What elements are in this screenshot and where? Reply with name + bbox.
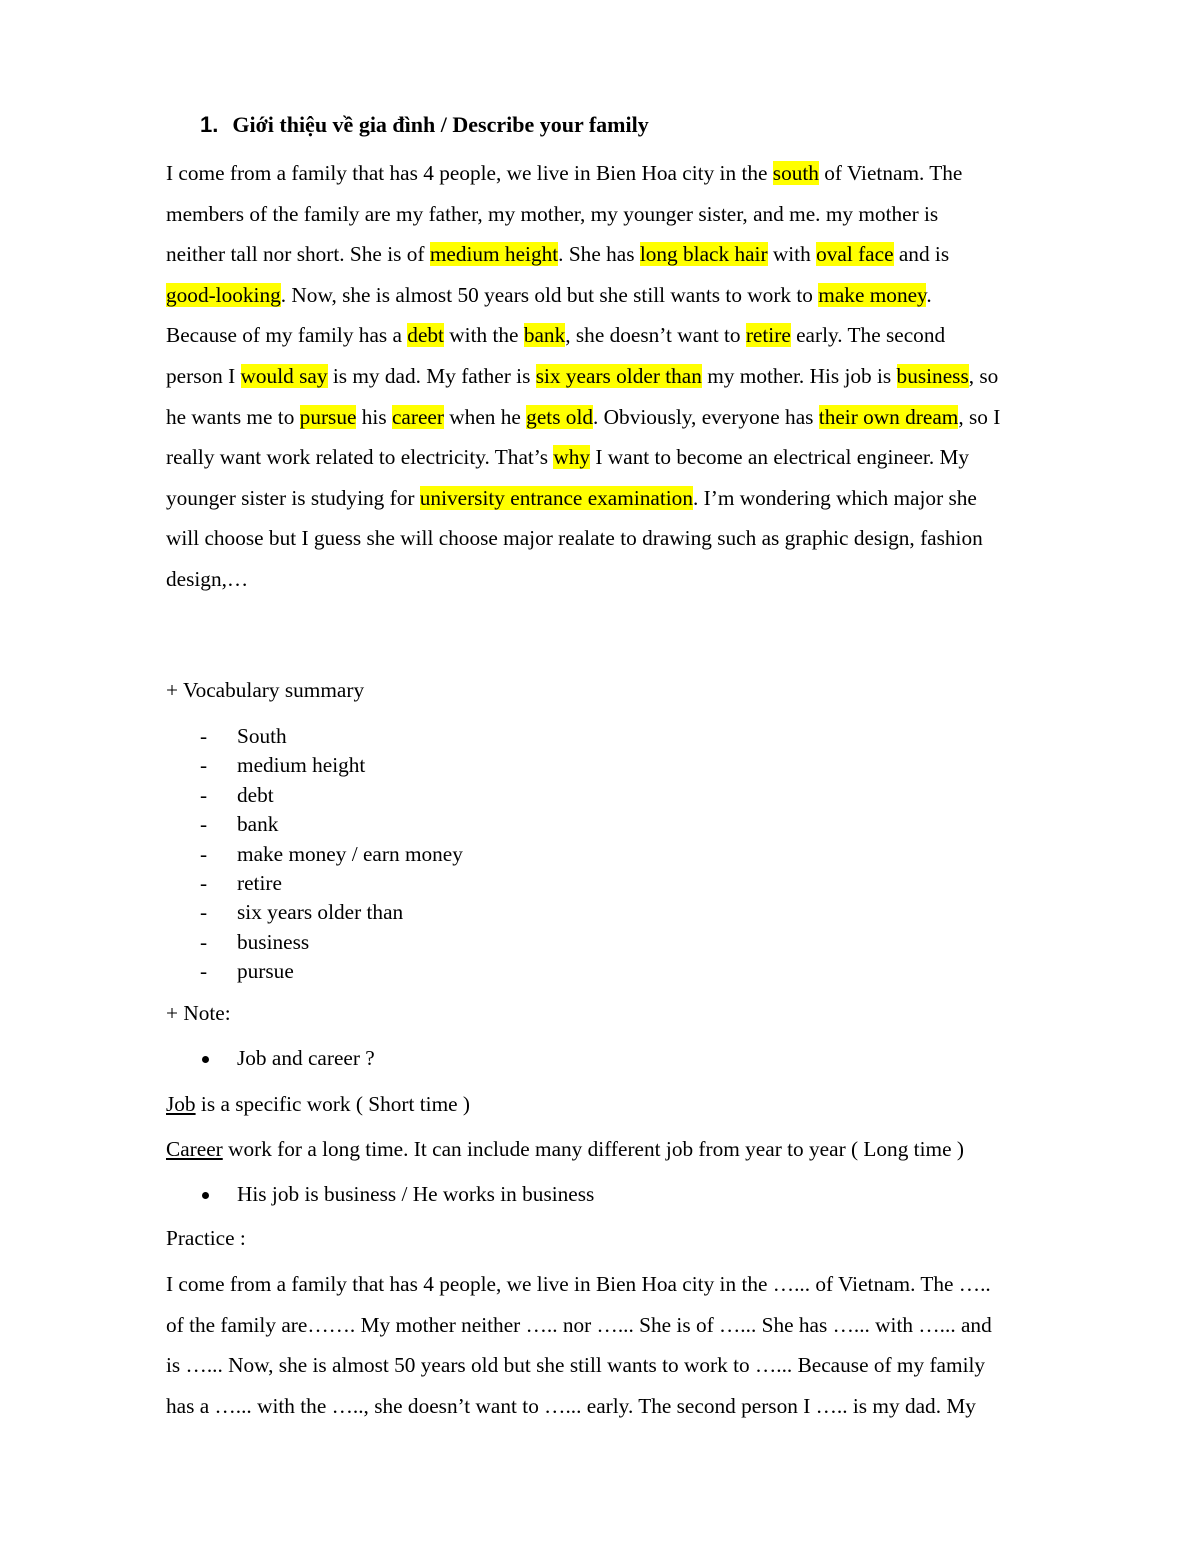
- highlighted-phrase: gets old: [526, 404, 594, 429]
- text-run: of Vietnam. The: [818, 161, 963, 185]
- heading-number: 1.: [200, 112, 219, 137]
- paragraph-line: [166, 437, 1096, 478]
- bullet-dot: [202, 1056, 209, 1063]
- paragraph-line: [166, 194, 1096, 235]
- career-word: Career: [166, 1137, 223, 1161]
- text-run: . She has: [558, 242, 640, 267]
- highlighted-phrase: career: [391, 404, 444, 429]
- paragraph-line: [166, 315, 1096, 356]
- text-run: when he: [443, 404, 527, 429]
- bullet-text: His job is business / He works in business: [237, 1182, 595, 1206]
- vocab-text: retire: [237, 870, 282, 895]
- dash-marker: -: [200, 929, 208, 954]
- text-run: his: [356, 404, 392, 429]
- bullet-dot: [202, 1192, 209, 1199]
- highlighted-phrase: business: [896, 363, 969, 388]
- vocab-text: pursue: [237, 959, 294, 984]
- career-definition: [166, 1137, 964, 1162]
- highlighted-phrase: long black hair: [639, 242, 768, 267]
- highlighted-phrase: retire: [745, 323, 791, 348]
- text-run: my mother. His job is: [701, 363, 897, 388]
- highlighted-phrase: south: [772, 161, 819, 185]
- highlighted-phrase: university entrance examination: [419, 485, 693, 510]
- job-definition: [166, 1092, 470, 1117]
- text-run: younger sister is studying for: [166, 485, 420, 510]
- dash-marker: -: [200, 753, 208, 778]
- text-run: I come from a family that has 4 people, we live in Bien Hoa city in the: [166, 161, 773, 185]
- text-run: neither tall nor short. She is of: [166, 242, 430, 267]
- highlighted-phrase: why: [553, 445, 591, 470]
- text-run: . I’m wondering which major she: [692, 485, 977, 510]
- family-paragraph: [166, 153, 1096, 600]
- vocab-text: bank: [237, 812, 279, 837]
- paragraph-line: [166, 559, 1096, 600]
- vocab-text: medium height: [237, 753, 366, 778]
- heading-text: Giới thiệu về gia đình / Describe your family: [232, 112, 649, 137]
- practice-line: is …... Now, she is almost 50 years old but she still wants to work to …... Because of my family: [166, 1353, 986, 1378]
- paragraph-line: [166, 153, 1096, 194]
- highlighted-phrase: medium height: [429, 242, 559, 267]
- dash-marker: -: [200, 959, 208, 984]
- text-run: . Obviously, everyone has: [593, 404, 819, 429]
- vocab-text: business: [237, 929, 310, 954]
- text-run: early. The second: [790, 323, 946, 348]
- paragraph-line: [166, 275, 1096, 316]
- job-word: Job: [166, 1092, 196, 1116]
- dash-marker: -: [200, 812, 208, 837]
- highlighted-phrase: debt: [407, 323, 444, 348]
- bullet-text: Job and career ?: [237, 1046, 375, 1070]
- text-run: . Now, she is almost 50 years old but she still wants to work to: [280, 282, 819, 307]
- paragraph-line: [166, 356, 1096, 397]
- text-run: members of the family are my father, my mother, my younger sister, and me. my mother is: [166, 201, 939, 226]
- section-heading: [200, 112, 649, 138]
- vocab-text: debt: [237, 782, 274, 807]
- text-run: will choose but I guess she will choose major realate to drawing such as graphic design, fashion: [166, 526, 983, 551]
- highlighted-phrase: oval face: [816, 242, 894, 267]
- text-run: person I: [166, 363, 241, 388]
- paragraph-line: [166, 234, 1096, 275]
- text-run: really want work related to electricity. That’s: [166, 445, 554, 470]
- paragraph-line: [166, 397, 1096, 438]
- career-def-text: work for a long time. It can include many different job from year to year ( Long time ): [222, 1137, 964, 1161]
- vocab-text: South: [237, 724, 287, 748]
- dash-marker: -: [200, 724, 208, 748]
- text-run: Because of my family has a: [166, 323, 408, 348]
- paragraph-line: [166, 518, 1096, 559]
- highlighted-phrase: their own dream: [818, 404, 959, 429]
- practice-line: has a …... with the ….., she doesn’t want to …... early. The second person I ….. is my dad. My: [166, 1393, 976, 1418]
- practice-title: Practice :: [166, 1226, 246, 1250]
- highlighted-phrase: six years older than: [535, 363, 702, 388]
- text-run: is my dad. My father is: [327, 363, 536, 388]
- practice-line: of the family are……. My mother neither ….. nor …... She is of …... She has …... with …... and: [166, 1312, 992, 1337]
- text-run: , she doesn’t want to: [565, 323, 746, 348]
- highlighted-phrase: would say: [240, 363, 328, 388]
- text-run: design,…: [166, 566, 249, 591]
- highlighted-phrase: make money: [818, 282, 927, 307]
- dash-marker: -: [200, 870, 208, 895]
- highlighted-phrase: good-looking: [166, 282, 281, 307]
- practice-paragraph: [166, 1264, 1096, 1426]
- practice-line: I come from a family that has 4 people, we live in Bien Hoa city in the …... of Vietnam. The …..: [166, 1272, 991, 1296]
- highlighted-phrase: pursue: [299, 404, 357, 429]
- text-run: with: [767, 242, 817, 267]
- text-run: and is: [893, 242, 950, 267]
- paragraph-line: [166, 478, 1096, 519]
- vocab-title: + Vocabulary summary: [166, 678, 365, 702]
- text-run: , so I: [958, 404, 1001, 429]
- text-run: I want to become an electrical engineer. My: [590, 445, 970, 470]
- dash-marker: -: [200, 782, 208, 807]
- vocab-text: make money / earn money: [237, 841, 463, 866]
- note-title: + Note:: [166, 1001, 231, 1025]
- dash-marker: -: [200, 841, 208, 866]
- text-run: with the: [443, 323, 524, 348]
- text-run: .: [926, 282, 932, 307]
- text-run: , so: [968, 363, 999, 388]
- dash-marker: -: [200, 900, 208, 925]
- job-def-text: is a specific work ( Short time ): [195, 1092, 471, 1116]
- text-run: he wants me to: [166, 404, 300, 429]
- highlighted-phrase: bank: [523, 323, 566, 348]
- vocab-text: six years older than: [237, 900, 404, 925]
